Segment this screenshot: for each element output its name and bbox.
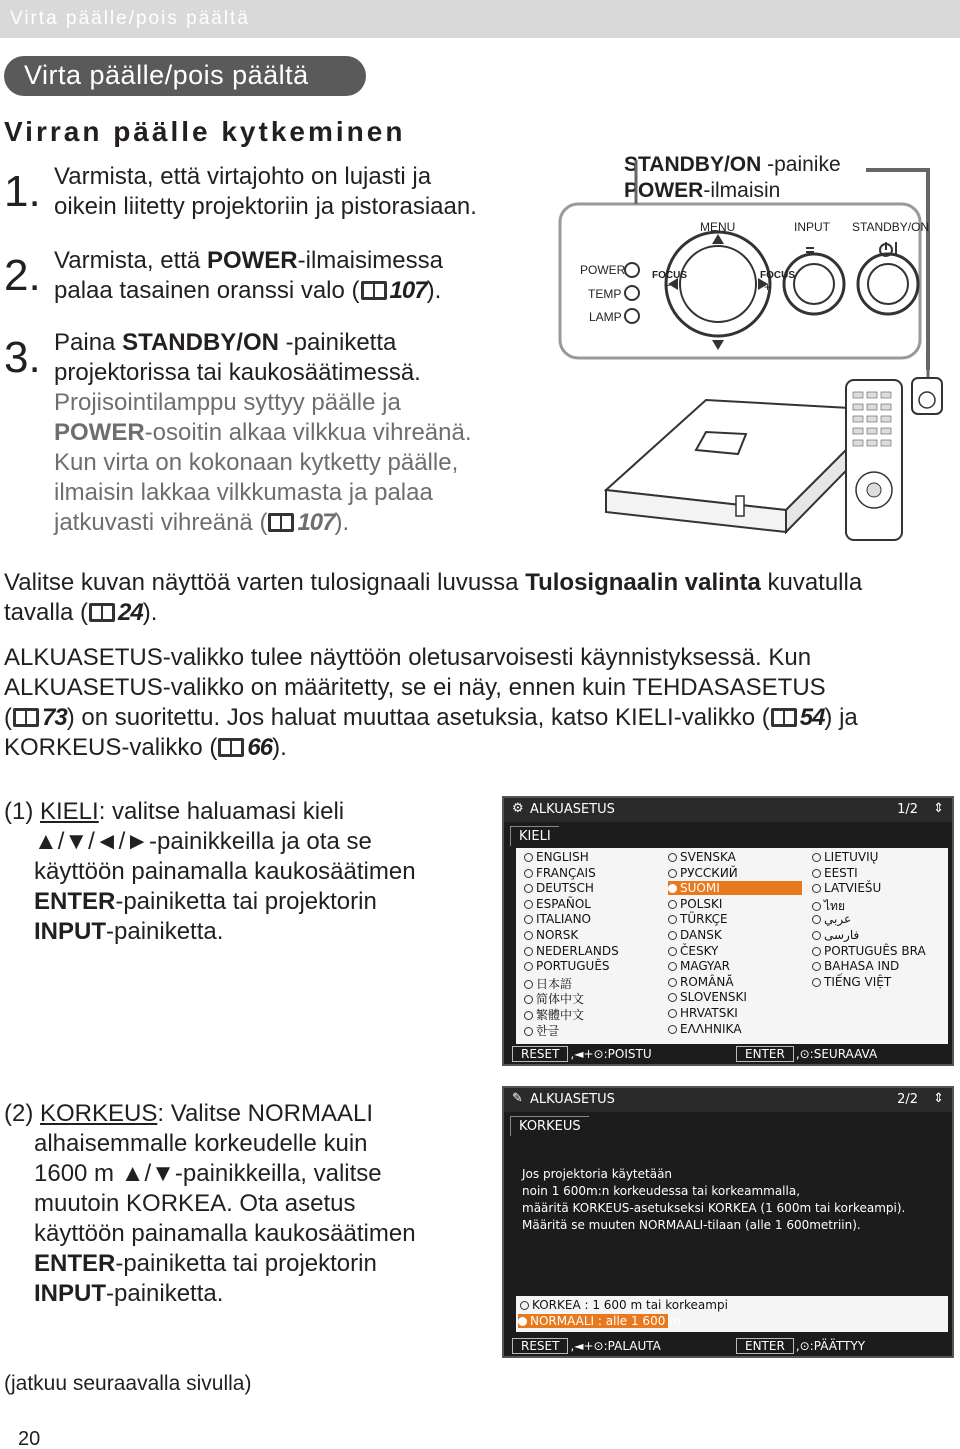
text-run: -ilmaisimessa — [297, 247, 443, 274]
language-option[interactable] — [812, 881, 881, 895]
reset-key: RESET — [512, 1046, 568, 1062]
minus-sign: − — [664, 280, 671, 292]
footer-hint: ,⊙:SEURAAVA — [795, 1047, 878, 1061]
lamp-indicator-label: LAMP — [589, 310, 622, 324]
language-label: EESTI — [824, 865, 858, 880]
reset-key: RESET — [512, 1338, 568, 1354]
radio-icon — [524, 980, 533, 989]
menu-page-indicator: 1/2 — [897, 802, 918, 817]
language-option[interactable] — [812, 850, 878, 864]
language-label: SVENSKA — [680, 850, 736, 864]
altitude-info — [522, 1166, 905, 1234]
radio-icon — [668, 900, 677, 909]
text-bold: POWER — [624, 179, 704, 202]
radio-icon — [812, 947, 821, 956]
menu-subtitle: KORKEUS — [510, 1116, 589, 1136]
running-header — [0, 0, 960, 38]
radio-icon — [812, 902, 821, 911]
radio-icon — [668, 993, 677, 1002]
scroll-icon: ⇕ — [933, 1091, 944, 1106]
radio-icon — [524, 915, 533, 924]
language-label: DEUTSCH — [536, 881, 594, 896]
step-1-line: oikein liitetty projektoriin ja pistorasiaan. — [54, 193, 477, 220]
language-label: 简体中文 — [536, 992, 585, 1007]
radio-icon — [524, 884, 533, 893]
text-underline: KIELI — [40, 798, 99, 825]
text-bold: ENTER — [34, 1250, 116, 1277]
text-bold: STANDBY/ON — [122, 329, 279, 356]
language-label: ROMÂNĂ — [680, 974, 734, 989]
text-bold: POWER — [206, 247, 298, 274]
radio-icon — [520, 1301, 529, 1310]
step-1-text — [54, 162, 477, 222]
focus-minus-label: FOCUS — [652, 270, 687, 281]
language-option-selected[interactable] — [668, 881, 802, 895]
language-option[interactable] — [524, 912, 591, 926]
page-ref: 66 — [247, 734, 273, 761]
language-option[interactable] — [668, 959, 730, 973]
step-3-line: Kun virta on kokonaan kytketty päälle, — [54, 449, 459, 476]
info-line: määritä KORKEUS-asetukseksi KORKEA (1 600m tai korkeampi). — [522, 1201, 906, 1215]
text-run: -painiketta tai projektorin — [115, 888, 377, 915]
book-icon — [217, 736, 245, 758]
language-option[interactable] — [524, 897, 591, 911]
section-title-pill — [4, 56, 366, 96]
paragraph-input-signal — [4, 568, 862, 628]
language-option[interactable] — [524, 975, 572, 992]
step-3-line: projektorissa tai kaukosäätimessä. — [54, 359, 421, 386]
language-label: PORTUGUÊS BRA — [824, 943, 926, 958]
menu-subtitle: KIELI — [510, 826, 559, 846]
language-label: РУССКИЙ — [680, 865, 738, 880]
menu-footer — [512, 1046, 652, 1062]
text-run: -painiketta — [278, 329, 397, 356]
language-label: DANSK — [680, 928, 722, 942]
menu-header — [504, 1088, 952, 1112]
text-run: KORKEUS-valikko ( — [4, 734, 218, 761]
item-2-line: muutoin KORKEA. Ota asetus — [34, 1190, 356, 1217]
text-run: palaa tasainen oranssi valo ( — [54, 277, 360, 304]
menu-footer-right — [736, 1046, 877, 1062]
language-option[interactable] — [812, 944, 926, 958]
language-option[interactable] — [668, 928, 722, 942]
item-1-text — [4, 797, 416, 947]
radio-icon — [668, 1009, 677, 1018]
text-underline: KORKEUS — [40, 1100, 158, 1127]
plus-sign: + — [764, 280, 772, 294]
scroll-icon: ⇕ — [933, 801, 944, 816]
language-label: ENGLISH — [536, 850, 589, 864]
language-option[interactable] — [524, 990, 584, 1007]
item-2-text — [4, 1099, 416, 1309]
item-1-line: ▲/▼/◄/►-painikkeilla ja ota se — [34, 828, 372, 855]
book-icon — [88, 601, 116, 623]
text-bold: ENTER — [34, 888, 116, 915]
text-bold: STANDBY/ON — [624, 153, 762, 176]
text-run: -osoitin alkaa vilkkua vihreänä. — [144, 419, 472, 446]
language-label: ΕΛΛΗΝΙΚΑ — [680, 1021, 742, 1036]
radio-icon — [668, 962, 677, 971]
language-option[interactable] — [812, 912, 851, 926]
projector-figure — [556, 160, 956, 550]
text-bold: POWER — [54, 419, 145, 446]
radio-icon — [668, 869, 677, 878]
radio-selected-icon — [518, 1317, 527, 1326]
menu-title: ALKUASETUS — [530, 1092, 615, 1107]
radio-icon — [668, 884, 677, 893]
step-3-line: ilmaisin lakkaa vilkkumasta ja palaa — [54, 479, 433, 506]
radio-icon — [668, 978, 677, 987]
text-run: -painiketta tai projektorin — [115, 1250, 377, 1277]
text-run: (1) — [4, 798, 40, 825]
text-run: ). — [142, 599, 158, 626]
text-run: jatkuvasti vihreänä ( — [54, 509, 268, 536]
step-3-number: 3. — [4, 333, 41, 382]
menu-title: ALKUASETUS — [530, 802, 615, 817]
language-menu-screen — [502, 796, 954, 1066]
page-ref: 107 — [389, 277, 427, 304]
page-ref: 107 — [297, 509, 335, 536]
language-option[interactable] — [668, 944, 718, 958]
option-label: KORKEA : 1 600 m tai korkeampi — [532, 1298, 728, 1312]
text-run: -painiketta. — [106, 1280, 224, 1307]
book-icon — [267, 511, 295, 533]
text-run: kuvatulla — [760, 569, 863, 596]
language-option[interactable] — [524, 959, 610, 973]
language-label: 日本語 — [536, 976, 573, 991]
step-1-line: Varmista, että virtajohto on lujasti ja — [54, 163, 432, 190]
radio-icon — [668, 853, 677, 862]
option-high — [520, 1298, 728, 1312]
language-label: MAGYAR — [680, 959, 730, 974]
language-option[interactable] — [524, 1022, 559, 1039]
gear-icon: ⚙ — [512, 801, 524, 816]
running-title: Virta päälle/pois päältä — [10, 8, 250, 29]
altitude-menu-screen — [502, 1086, 954, 1358]
page-ref: 54 — [799, 704, 825, 731]
text-run: Valitse kuvan näyttöä varten tulosignaali luvussa — [4, 569, 526, 596]
radio-icon — [524, 995, 533, 1004]
book-icon — [360, 279, 388, 301]
paragraph-line: ALKUASETUS-valikko tulee näyttöön oletusarvoisesti käynnistyksessä. Kun — [4, 644, 812, 671]
menu-header — [504, 798, 952, 822]
text-run: (2) — [4, 1100, 40, 1127]
text-run: ( — [4, 704, 12, 731]
input-button-label: INPUT — [794, 220, 830, 234]
item-2-line: käyttöön painamalla kaukosäätimen — [34, 1220, 416, 1247]
language-label: 한글 — [536, 1023, 560, 1038]
language-label: فارسی — [824, 928, 860, 942]
radio-icon — [524, 869, 533, 878]
text-bold: Tulosignaalin valinta — [525, 569, 761, 596]
step-3-text — [54, 328, 472, 538]
paragraph-line: ALKUASETUS-valikko on määritetty, se ei näy, ennen kuin TEHDASASETUS — [4, 674, 826, 701]
footer-hint: ,⊙:PÄÄTTYY — [795, 1339, 866, 1353]
radio-icon — [812, 931, 821, 940]
step-2-text — [54, 246, 443, 306]
item-1-line: käyttöön painamalla kaukosäätimen — [34, 858, 416, 885]
text-run: : valitse haluamasi kieli — [98, 798, 345, 825]
language-option[interactable] — [668, 866, 738, 880]
radio-icon — [812, 962, 821, 971]
info-line: Jos projektoria käytetään — [522, 1167, 673, 1181]
language-label: TIẾNG VIỆT — [824, 974, 892, 989]
standby-button-label: STANDBY/ON — [852, 220, 930, 234]
language-label: ČESKY — [680, 943, 719, 958]
menu-button-label: MENU — [700, 220, 736, 234]
menu-footer — [512, 1338, 661, 1354]
menu-footer-right — [736, 1338, 865, 1354]
wrench-icon: ✎ — [512, 1091, 523, 1106]
radio-icon — [668, 1025, 677, 1034]
radio-icon — [668, 947, 677, 956]
temp-indicator-label: TEMP — [588, 287, 622, 301]
language-label: LIETUVIŲ — [824, 850, 879, 864]
power-indicator-label: POWER — [580, 263, 626, 277]
text-run: -painike — [761, 153, 841, 176]
language-label: ไทย — [824, 898, 845, 913]
language-option[interactable] — [668, 975, 734, 989]
continued-note: (jatkuu seuraavalla sivulla) — [4, 1372, 252, 1395]
language-label: ITALIANO — [536, 912, 592, 927]
language-option[interactable] — [668, 897, 722, 911]
radio-icon — [524, 931, 533, 940]
text-run: Paina — [54, 329, 123, 356]
radio-icon — [524, 947, 533, 956]
book-icon — [12, 706, 40, 728]
text-bold: INPUT — [34, 1280, 106, 1307]
language-label: 繁體中文 — [536, 1008, 585, 1022]
text-run: ) on suoritettu. Jos haluat muuttaa asetuksia, katso KIELI-valikko ( — [66, 704, 770, 731]
info-line: noin 1 600m:n korkeudessa tai korkeammalla, — [522, 1184, 801, 1198]
enter-key: ENTER — [736, 1046, 794, 1062]
radio-icon — [524, 1027, 533, 1036]
section-title: Virta päälle/pois päältä — [24, 60, 309, 90]
language-label: HRVATSKI — [680, 1006, 738, 1020]
language-label: NEDERLANDS — [536, 943, 619, 958]
text-run: ) ja — [824, 704, 858, 731]
text-run: : Valitse NORMAALI — [157, 1100, 373, 1127]
text-run: -ilmaisin — [703, 179, 781, 202]
enter-key: ENTER — [736, 1338, 794, 1354]
radio-icon — [668, 931, 677, 940]
item-2-line: alhaisemmalle korkeudelle kuin — [34, 1130, 368, 1157]
radio-icon — [668, 915, 677, 924]
radio-icon — [524, 900, 533, 909]
paragraph-initial-settings — [4, 643, 858, 763]
language-option[interactable] — [524, 928, 578, 942]
language-label: ESPAÑOL — [536, 896, 591, 911]
language-label: PORTUGUÊS — [536, 959, 610, 974]
text-run: -painiketta. — [106, 918, 224, 945]
radio-icon — [812, 978, 821, 987]
language-option[interactable] — [812, 866, 858, 880]
language-option[interactable] — [524, 866, 596, 880]
option-label: NORMAALI : alle 1 600 m — [530, 1314, 681, 1328]
step-2-number: 2. — [4, 251, 41, 300]
option-normal-selected — [518, 1314, 681, 1328]
text-run: tavalla ( — [4, 599, 89, 626]
text-run: Varmista, että — [54, 247, 207, 274]
radio-icon — [812, 853, 821, 862]
page-ref: 73 — [42, 704, 67, 731]
language-option[interactable] — [812, 959, 899, 973]
step-1-number: 1. — [4, 167, 41, 216]
language-option[interactable] — [668, 912, 728, 926]
language-option[interactable] — [668, 990, 747, 1004]
footer-hint: ,◄+⊙:PALAUTA — [570, 1339, 661, 1353]
language-label: FRANÇAIS — [536, 865, 596, 880]
language-option[interactable] — [668, 1022, 742, 1036]
language-option[interactable] — [524, 944, 619, 958]
language-label: POLSKI — [680, 896, 723, 911]
language-label: LATVIEŠU — [824, 881, 882, 896]
language-label: BAHASA IND — [824, 959, 900, 974]
text-run: ). — [426, 277, 442, 304]
item-2-line: 1600 m ▲/▼-painikkeilla, valitse — [34, 1160, 382, 1187]
step-3-line: Projisointilamppu syttyy päälle ja — [54, 389, 401, 416]
page-ref: 24 — [118, 599, 143, 626]
info-line: Määritä se muuten NORMAALI-tilaan (alle 1 600metriin). — [522, 1218, 861, 1232]
radio-icon — [812, 869, 821, 878]
language-option[interactable] — [812, 928, 859, 942]
language-label: NORSK — [536, 928, 579, 942]
language-option[interactable] — [524, 881, 594, 895]
language-label: SUOMI — [680, 881, 720, 896]
focus-plus-label: FOCUS — [760, 270, 795, 281]
radio-icon — [524, 962, 533, 971]
language-option[interactable] — [524, 1006, 584, 1023]
language-option[interactable] — [668, 1006, 738, 1020]
language-label: عربي — [824, 912, 852, 927]
radio-icon — [524, 853, 533, 862]
language-option[interactable] — [524, 850, 589, 864]
menu-page-indicator: 2/2 — [897, 1092, 918, 1107]
page-heading: Virran päälle kytkeminen — [4, 116, 406, 147]
text-run: ). — [272, 734, 287, 761]
book-icon — [770, 706, 798, 728]
page-number: 20 — [18, 1428, 41, 1449]
footer-hint: ,◄+⊙:POISTU — [570, 1047, 652, 1061]
text-bold: INPUT — [34, 918, 106, 945]
language-option[interactable] — [668, 850, 736, 864]
radio-icon — [812, 915, 821, 924]
text-run: ). — [334, 509, 350, 536]
language-label: SLOVENSKI — [680, 990, 747, 1005]
language-label: TÜRKÇE — [680, 912, 728, 927]
radio-icon — [812, 884, 821, 893]
radio-icon — [524, 1011, 533, 1020]
language-option[interactable] — [812, 975, 891, 989]
